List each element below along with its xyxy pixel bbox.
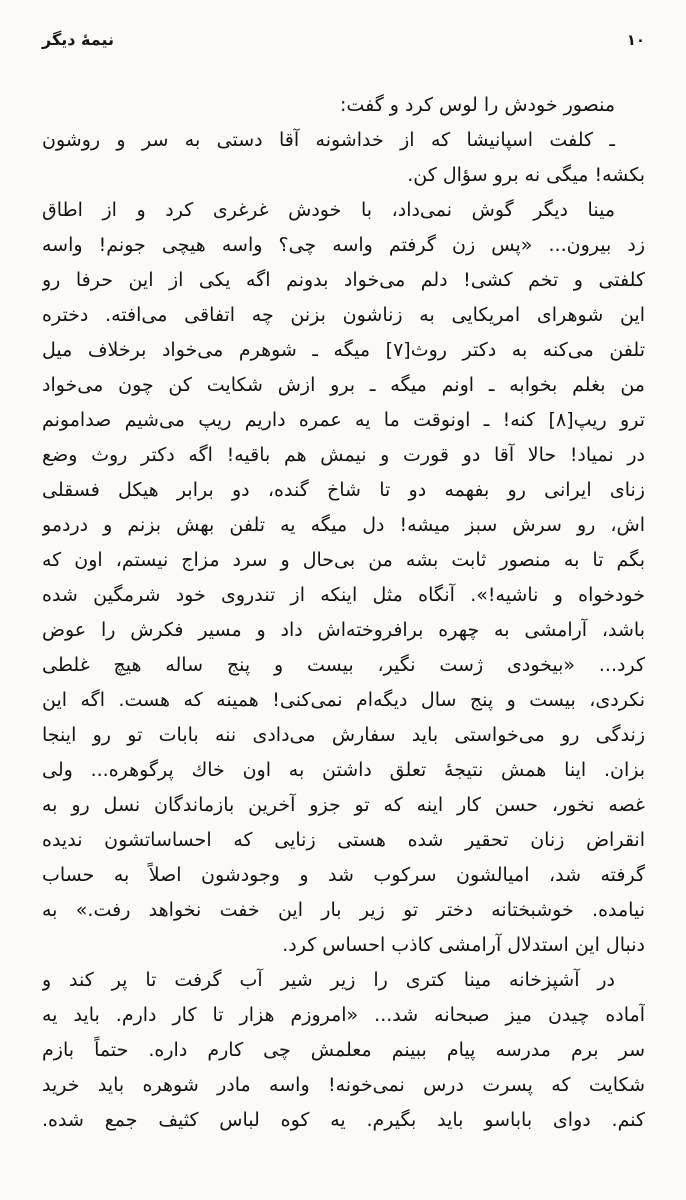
text-line: انقراض زنان تحقير شده هستى زنايى كه احساساتشون نديده: [42, 829, 645, 851]
text-line: باشد، آرامشى به چهره برافروخته‌اش داد و مسير فكرش را عوض: [42, 619, 645, 641]
text-line: در آشپزخانه مينا كترى را زير شير آب گرفت تا پر كند و: [42, 969, 615, 991]
text-line: زناى ايرانى رو بفهمه دو تا شاخ گنده، دو برابر هيكل فسقلى: [42, 479, 645, 501]
text-line: ترو ريپ[٨] كنه! ـ اونوقت ما يه عمره داريم ريپ مى‌شيم صدامونم: [42, 409, 645, 431]
text-line: سر برم مدرسه پيام ببينم معلمش چى كارم داره. حتماً بازم: [42, 1039, 645, 1061]
text-line: دنبال اين استدلال آرامشى كاذب احساس كرد.: [282, 934, 645, 956]
text-line: بزان. اينا همش نتيجهٔ تعلق داشتن به اون خاك پرگوهره... ولى: [42, 759, 645, 781]
page-number: ١٠: [626, 31, 645, 49]
text-line: در نمياد! حالا آقا دو قورت و نيمش هم باقيه! اگه دكتر روث وضع: [42, 444, 645, 466]
text-body: [42, 88, 645, 1138]
text-line: زد بيرون... «پس زن گرفتم واسه چى؟ واسه هيچى جونم! واسه: [42, 234, 645, 256]
text-line: اش، رو سرش سبز ميشه! دل ميگه يه تلفن بهش بزنم و دردمو: [42, 514, 645, 536]
text-line: كلفتى و تخم كشى! دلم مى‌خواد بدونم اگه يكى از اين حرفا رو: [42, 269, 645, 291]
text-line: ـ كلفت اسپانيشا كه از خداشونه آقا دستى به سر و روشون: [42, 129, 615, 151]
text-line: غصه نخور، حسن كار اينه كه تو جزو آخرين بازماندگان نسل رو به: [42, 794, 645, 816]
text-line: خودخواه و ناشيه!». آنگاه مثل اينكه از تندروى خود شرمگين شده: [42, 584, 645, 606]
text-line: تلفن مى‌كنه به دكتر روث[٧] ميگه ـ شوهرم مى‌خواد برخلاف ميل: [42, 339, 645, 361]
text-line: كنم. دواى باباسو بايد بگيرم. يه كوه لباس كثيف جمع شده.: [42, 1109, 645, 1131]
text-line: مينا ديگر گوش نمى‌داد، با خودش غرغرى كرد و از اطاق: [42, 199, 615, 221]
page-header: [42, 30, 645, 56]
text-line: نيامده. خوشبختانه دختر تو زير بار اين خفت نخواهد رفت.» به: [42, 899, 645, 921]
text-line: گرفته شد، اميالشون سركوب شد و وجودشون اصلاً به حساب: [42, 864, 645, 886]
text-line: بگم تا به منصور ثابت بشه من بى‌حال و سرد مزاج نيستم، اون كه: [42, 549, 645, 571]
text-line: آماده چيدن ميز صبحانه شد... «امروزم هزار تا كار دارم. بايد يه: [42, 1004, 645, 1026]
text-line: منصور خودش را لوس كرد و گفت:: [340, 94, 615, 116]
text-line: زندگى رو مى‌خواستى بايد سفارش مى‌دادى ننه بابات تو رو اينجا: [42, 724, 645, 746]
text-line: اين شوهراى امريكايى به زناشون بزنن چه اتفاقى مى‌افته. دختره: [42, 304, 645, 326]
text-line: شكايت كه پسرت درس نمى‌خونه! واسه مادر شوهره بايد خريد: [42, 1074, 645, 1096]
text-line: نكردى، بيست و پنج سال ديگه‌ام نمى‌كنى! همينه كه هست. اگه اين: [42, 689, 645, 711]
running-title: نيمهٔ ديگر: [42, 30, 115, 49]
text-line: من بغلم بخوابه ـ اونم ميگه ـ برو ازش شكايت كن چون مى‌خواد: [42, 374, 645, 396]
text-line: كرد... «بيخودى ژست نگير، بيست و پنج ساله هيچ غلطى: [42, 654, 645, 676]
text-line: بكشه! ميگى نه برو سؤال كن.: [407, 164, 645, 186]
